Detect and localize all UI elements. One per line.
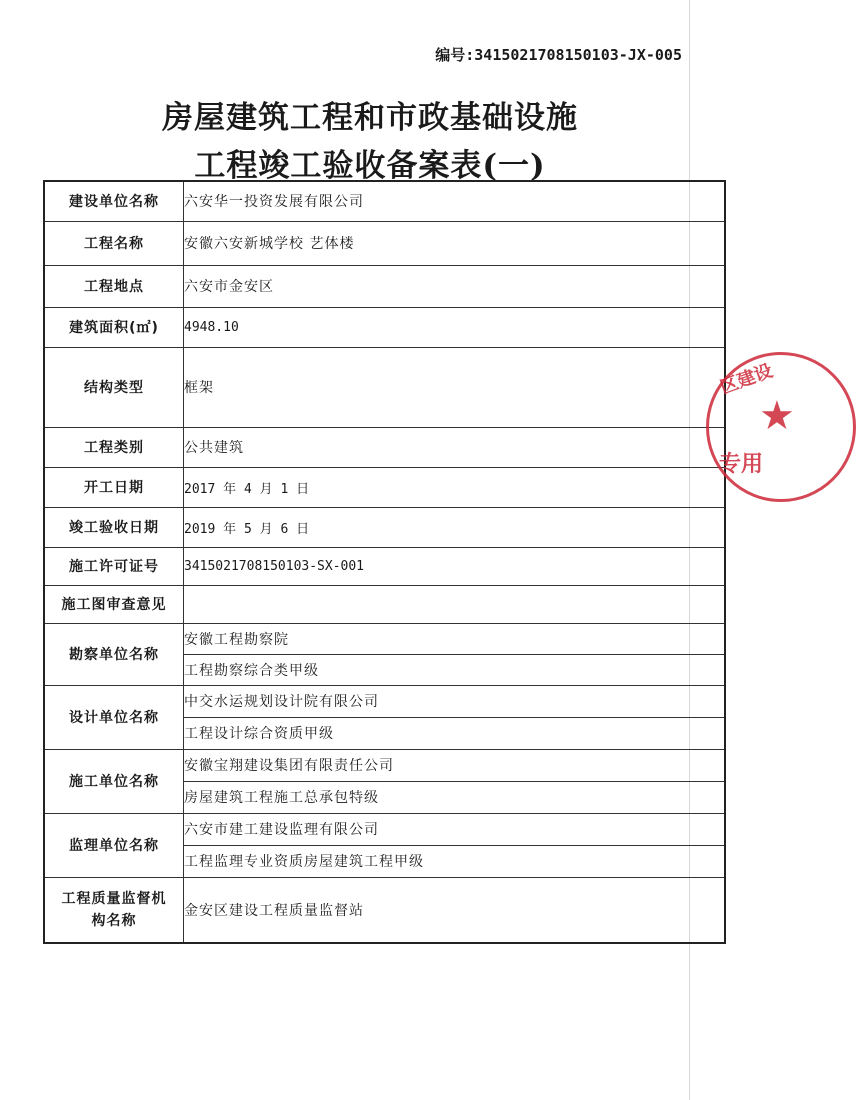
design-unit-qualification: 工程设计综合资质甲级 bbox=[184, 717, 726, 749]
design-unit-name: 中交水运规划设计院有限公司 bbox=[184, 685, 726, 717]
label-quality-supervision-line2: 构名称 bbox=[91, 912, 137, 929]
row-project-category bbox=[44, 427, 725, 467]
label-permit-number: 施工许可证号 bbox=[44, 547, 184, 585]
label-design-unit: 设计单位名称 bbox=[44, 685, 184, 749]
row-contractor-unit bbox=[44, 749, 725, 781]
value-acceptance-date: 2019 年 5 月 6 日 bbox=[184, 507, 726, 547]
row-start-date bbox=[44, 467, 725, 507]
value-project-name: 安徽六安新城学校 艺体楼 bbox=[184, 221, 726, 265]
label-project-name: 工程名称 bbox=[44, 221, 184, 265]
row-drawing-review bbox=[44, 585, 725, 623]
value-drawing-review bbox=[184, 585, 726, 623]
label-project-location: 工程地点 bbox=[44, 265, 184, 307]
label-survey-unit: 勘察单位名称 bbox=[44, 623, 184, 685]
label-construction-unit: 建设单位名称 bbox=[44, 181, 184, 221]
contractor-unit-name: 安徽宝翔建设集团有限责任公司 bbox=[184, 749, 726, 781]
label-supervisor-unit: 监理单位名称 bbox=[44, 813, 184, 877]
form-title-line2: 工程竣工验收备案表(一) bbox=[194, 148, 546, 184]
value-project-category: 公共建筑 bbox=[184, 427, 726, 467]
row-permit-number bbox=[44, 547, 725, 585]
row-quality-supervision bbox=[44, 877, 725, 943]
label-structure-type: 结构类型 bbox=[44, 347, 184, 427]
value-construction-unit: 六安华一投资发展有限公司 bbox=[184, 181, 726, 221]
survey-unit-qualification: 工程勘察综合类甲级 bbox=[184, 654, 726, 685]
label-contractor-unit: 施工单位名称 bbox=[44, 749, 184, 813]
contractor-unit-qualification: 房屋建筑工程施工总承包特级 bbox=[184, 781, 726, 813]
label-drawing-review: 施工图审查意见 bbox=[44, 585, 184, 623]
stamp-arc-text: 区建设 bbox=[717, 360, 776, 399]
row-survey-unit bbox=[44, 623, 725, 654]
label-quality-supervision-line1: 工程质量监督机 bbox=[61, 890, 167, 907]
value-floor-area: 4948.10 bbox=[184, 307, 726, 347]
supervisor-unit-name: 六安市建工建设监理有限公司 bbox=[184, 813, 726, 845]
row-project-name bbox=[44, 221, 725, 265]
value-permit-number: 3415021708150103-SX-001 bbox=[184, 547, 726, 585]
row-structure-type bbox=[44, 347, 725, 427]
row-construction-unit bbox=[44, 181, 725, 221]
document-number: 编号:3415021708150103-JX-005 bbox=[435, 46, 682, 64]
supervisor-unit-qualification: 工程监理专业资质房屋建筑工程甲级 bbox=[184, 845, 726, 877]
stamp-bottom-text: 专用 bbox=[719, 451, 764, 477]
label-start-date: 开工日期 bbox=[44, 467, 184, 507]
label-acceptance-date: 竣工验收日期 bbox=[44, 507, 184, 547]
value-project-location: 六安市金安区 bbox=[184, 265, 726, 307]
filing-form-table bbox=[43, 180, 726, 944]
form-title-line1: 房屋建筑工程和市政基础设施 bbox=[162, 100, 578, 136]
survey-unit-name: 安徽工程勘察院 bbox=[184, 623, 726, 654]
stamp-star-icon: ★ bbox=[759, 393, 795, 439]
row-design-unit bbox=[44, 685, 725, 717]
label-floor-area: 建筑面积(㎡) bbox=[44, 307, 184, 347]
row-floor-area bbox=[44, 307, 725, 347]
value-structure-type: 框架 bbox=[184, 347, 726, 427]
row-supervisor-unit bbox=[44, 813, 725, 845]
label-project-category: 工程类别 bbox=[44, 427, 184, 467]
row-acceptance-date bbox=[44, 507, 725, 547]
official-seal-stamp bbox=[706, 352, 856, 502]
value-start-date: 2017 年 4 月 1 日 bbox=[184, 467, 726, 507]
value-quality-supervision: 金安区建设工程质量监督站 bbox=[184, 877, 726, 943]
row-project-location bbox=[44, 265, 725, 307]
label-quality-supervision bbox=[44, 877, 184, 943]
